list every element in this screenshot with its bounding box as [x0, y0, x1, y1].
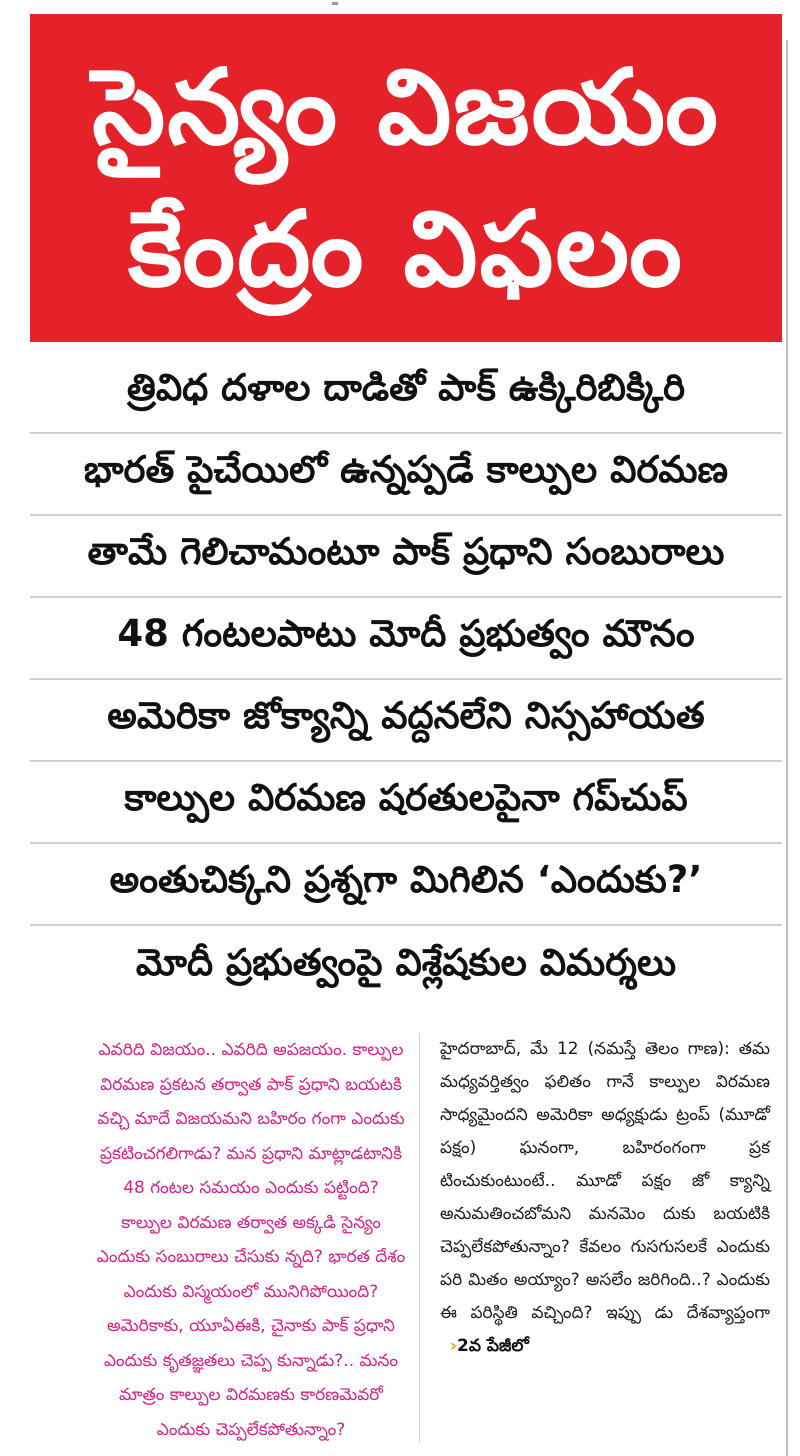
subheadline: భారత్ పైచేయిలో ఉన్నప్పడే కాల్పుల విరమణ [30, 434, 782, 516]
banner-line-1: సైన్యం విజయం [92, 46, 720, 168]
highlight-column [96, 1033, 406, 1447]
subheadline: త్రివిధ దళాల దాడితో పాక్ ఉక్కిరిబిక్కిరి [30, 352, 782, 434]
subheadline: మోదీ ప్రభుత్వంపై విశ్లేషకుల విమర్శలు [135, 941, 677, 984]
article-column [440, 1033, 770, 1363]
subheadline: తామే గెలిచామంటూ పాక్ ప్రధాని సంబురాలు [30, 516, 782, 598]
article-body [440, 1033, 770, 1363]
column-divider [419, 1033, 420, 1443]
continued-link[interactable] [440, 1336, 529, 1356]
subheadline: అంతుచిక్కని ప్రశ్నగా మిగిలిన ‘ఎందుకు?’ [30, 844, 782, 926]
continue-arrow-icon: › [450, 1336, 458, 1356]
subheadline: 48 గంటలపాటు మోదీ ప్రభుత్వం మౌనం [30, 598, 782, 680]
subheadline: అమెరికా జోక్యాన్ని వద్దనలేని నిస్సహాయత [30, 680, 782, 762]
subheadline: కాల్పుల విరమణ షరతులపైనా గప్‌చుప్ [30, 762, 782, 844]
banner-line-2: కేంద్రం విఫలం [128, 188, 684, 310]
article-text: హైదరాబాద్, మే 12 (నమస్తే తెలం గాణ): తమ మధ్యవర్తిత్వం ఫలితం గానే కాల్పుల విరమణ సాధ్యమైందని అమెరికా అధ్యక్షుడు ట్రంప్ (మూడో పక్షం) ఘనంగా, బహిరంగంగా ప్రక టించుకుంటుంటే.. మూడో పక్షం జో క్యాన్ని అనుమతించబోమని మనమెం దుకు బయటికి చెప్పలేకపోతున్నాం? కేవలం గుసగుసలకే ఎందుకు పరి మితం అయ్యాం? అసలేం జరిగింది..? ఎందుకు ఈ పరిస్థితి వచ్చింది? ఇప్పు డు దేశవ్యాప్తంగా [440, 1039, 770, 1323]
headline-banner [30, 14, 782, 342]
continued-label: 2వ పేజీలో [457, 1336, 529, 1356]
subheadline-list [30, 352, 782, 1008]
page-right-rule [786, 40, 788, 1456]
highlight-text: ఎవరిది విజయం.. ఎవరిది అపజయం. కాల్పుల విరమణ ప్రకటన తర్వాత పాక్ ప్రధాని బయటకి వచ్చి మాదే విజయమని బహిరం గంగా ఎందుకు ప్రకటించగలిగాడు? మన ప్రధాని మాట్లాడటానికి 48 గంటల సమయం ఎందుకు పట్టింది? కాల్పుల విరమణ తర్వాత అక్కడి సైన్యం ఎందుకు సంబురాలు చేసుకు న్నది? భారత దేశం ఎందుకు విస్మయంలో మునిగిపోయింది? అమెరికాకు, యూఏఈకి, చైనాకు పాక్ ప్రధాని ఎందుకు కృతజ్ఞతలు చెప్ప కున్నాడు?.. మనం మాత్రం కాల్పుల విరమణకు కారణమెవరో ఎందుకు చెప్పలేకపోతున్నాం? [96, 1040, 406, 1440]
top-mark [332, 2, 338, 5]
top-strip [0, 0, 800, 12]
